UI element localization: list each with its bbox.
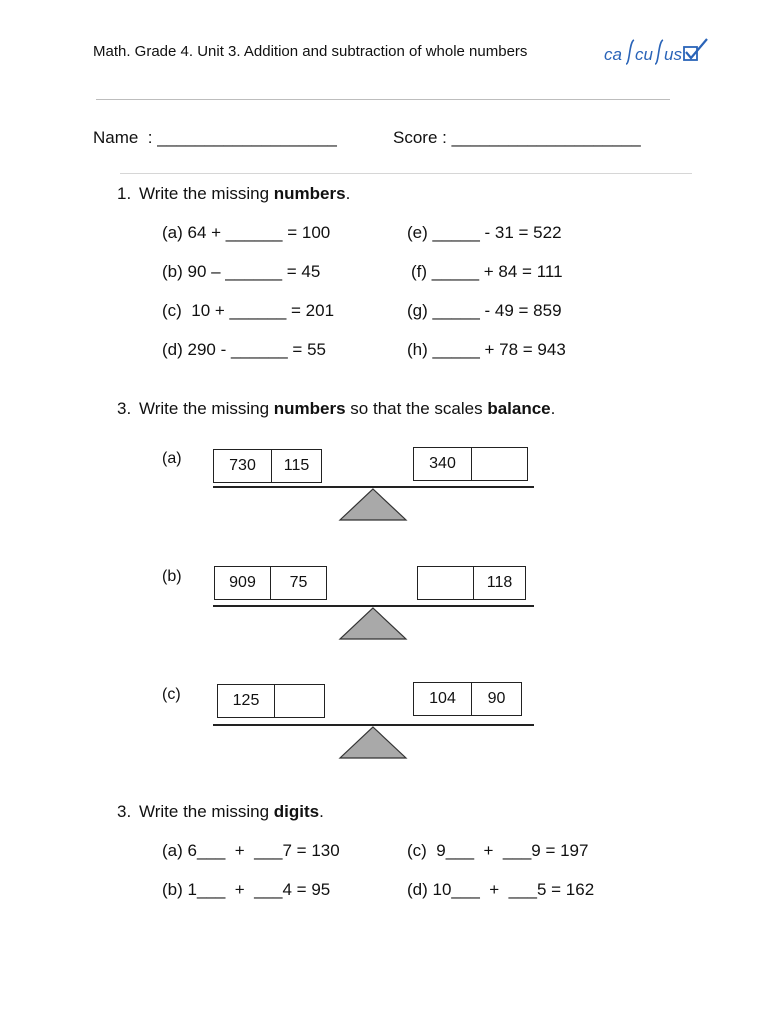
q3-item-b[interactable]: (b) 1___ + ___4 = 95 [162, 880, 331, 899]
name-field[interactable]: Name : ___________________ [93, 128, 337, 147]
scale-b-label: (b) [162, 568, 182, 585]
scale-b-right-box-1[interactable] [417, 566, 474, 600]
scale-a-right-box-1: 340 [413, 447, 472, 481]
q1-item-f[interactable]: (f) _____ + 84 = 111 [411, 262, 563, 281]
scale-c-left-box-1: 125 [217, 684, 275, 718]
scale-b-left-box-2: 75 [270, 566, 327, 600]
name-divider [120, 173, 692, 174]
scale-c-right-box-1: 104 [413, 682, 472, 716]
scale-a-right-box-2[interactable] [471, 447, 528, 481]
q3-item-d[interactable]: (d) 10___ + ___5 = 162 [407, 880, 595, 899]
q1-item-g[interactable]: (g) _____ - 49 = 859 [407, 301, 562, 320]
q3-instruction: Write the missing digits. [139, 802, 324, 821]
logo-text-3: us [664, 45, 682, 64]
q3-item-a[interactable]: (a) 6___ + ___7 = 130 [162, 841, 340, 860]
q1-item-b[interactable]: (b) 90 – ______ = 45 [162, 262, 321, 281]
scale-a-label: (a) [162, 450, 182, 467]
q3-number: 3. [117, 802, 132, 821]
q3-item-c[interactable]: (c) 9___ + ___9 = 197 [407, 841, 589, 860]
scale-b-right-box-2: 118 [473, 566, 526, 600]
scale-c-fulcrum [338, 726, 408, 760]
scale-a-fulcrum [338, 488, 408, 522]
q1-item-d[interactable]: (d) 290 - ______ = 55 [162, 340, 326, 359]
header-divider [96, 99, 670, 100]
q1-number: 1. [117, 184, 132, 203]
logo-text-2: cu [635, 45, 653, 64]
q2-number: 3. [117, 399, 132, 418]
calculus-logo [604, 36, 710, 70]
scale-a-left-box-1: 730 [213, 449, 272, 483]
scale-c-left-box-2[interactable] [274, 684, 325, 718]
q1-instruction: Write the missing numbers. [139, 184, 351, 203]
q1-item-c[interactable]: (c) 10 + ______ = 201 [162, 301, 335, 320]
q1-item-h[interactable]: (h) _____ + 78 = 943 [407, 340, 566, 359]
scale-b-fulcrum [338, 607, 408, 641]
q2-instruction: Write the missing numbers so that the scales balance. [139, 399, 556, 418]
scale-c-right-box-2: 90 [471, 682, 522, 716]
logo-text-1: ca [604, 45, 622, 64]
scale-c-label: (c) [162, 686, 181, 703]
scale-b-left-box-1: 909 [214, 566, 271, 600]
q1-item-e[interactable]: (e) _____ - 31 = 522 [407, 223, 562, 242]
score-field[interactable]: Score : ____________________ [393, 128, 641, 147]
q1-item-a[interactable]: (a) 64 + ______ = 100 [162, 223, 331, 242]
scale-a-left-box-2: 115 [271, 449, 322, 483]
worksheet-title: Math. Grade 4. Unit 3. Addition and subtraction of whole numbers [93, 43, 528, 60]
